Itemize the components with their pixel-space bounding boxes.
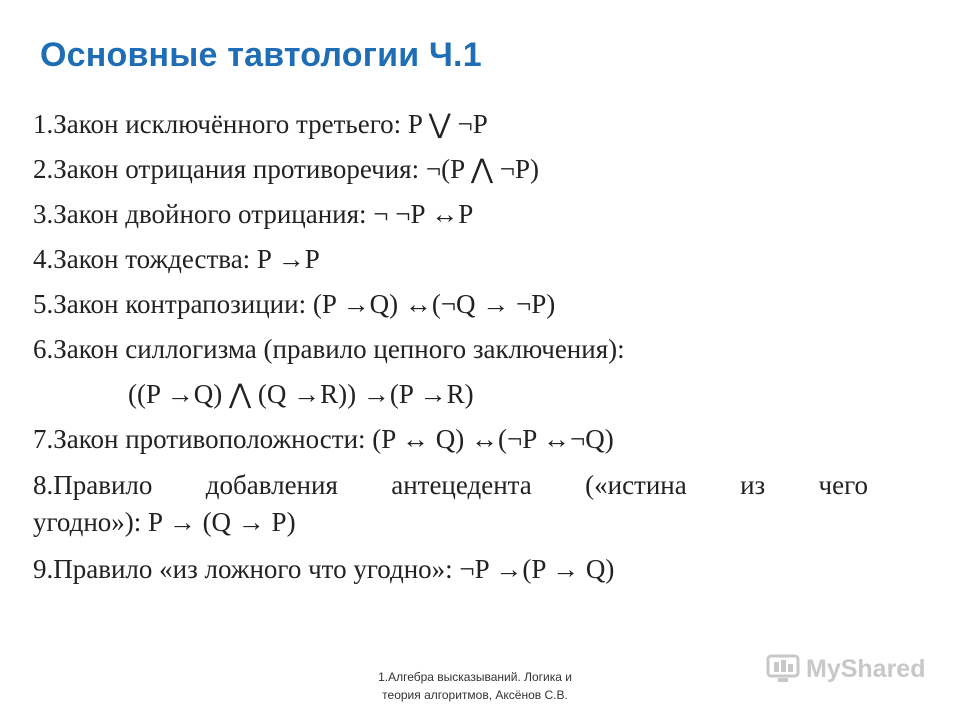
list-item: 4.Закон тождества: P →P (33, 244, 320, 274)
syllogism-formula: ((P →Q) ⋀ (Q →R)) →(P →R) (128, 379, 474, 409)
list-item: 7.Закон противоположности: (P ↔ Q) ↔(¬P ↔¬Q) (33, 424, 614, 454)
antecedent-line-2: угодно»): P → (Q → P) (33, 507, 296, 537)
list-item: 6.Закон силлогизма (правило цепного заключения): (33, 334, 625, 364)
footer-line-2: теория алгоритмов, Аксёнов С.В. (382, 688, 568, 702)
slide-footer (325, 668, 625, 704)
myshared-watermark (766, 654, 925, 684)
list-item: 2.Закон отрицания противоречия: ¬(P ⋀ ¬P) (33, 154, 539, 184)
myshared-logo-icon (766, 654, 800, 684)
list-item: 1.Закон исключённого третьего: P ⋁ ¬P (33, 109, 488, 139)
watermark-text: MyShared (806, 654, 926, 683)
list-item: 5.Закон контрапозиции: (P →Q) ↔(¬Q → ¬P) (33, 289, 556, 319)
antecedent-line-1: 8.Правило добавления антецедента («истина из чего (33, 470, 868, 500)
list-item: 3.Закон двойного отрицания: ¬ ¬P ↔P (33, 199, 474, 229)
slide-title: Основные тавтологии Ч.1 (40, 36, 482, 74)
tautology-list (33, 102, 868, 592)
list-item-antecedent (33, 467, 868, 541)
footer-line-1: 1.Алгебра высказываний. Логика и (378, 670, 572, 684)
list-item: 9.Правило «из ложного что угодно»: ¬P →(P → Q) (33, 554, 615, 584)
